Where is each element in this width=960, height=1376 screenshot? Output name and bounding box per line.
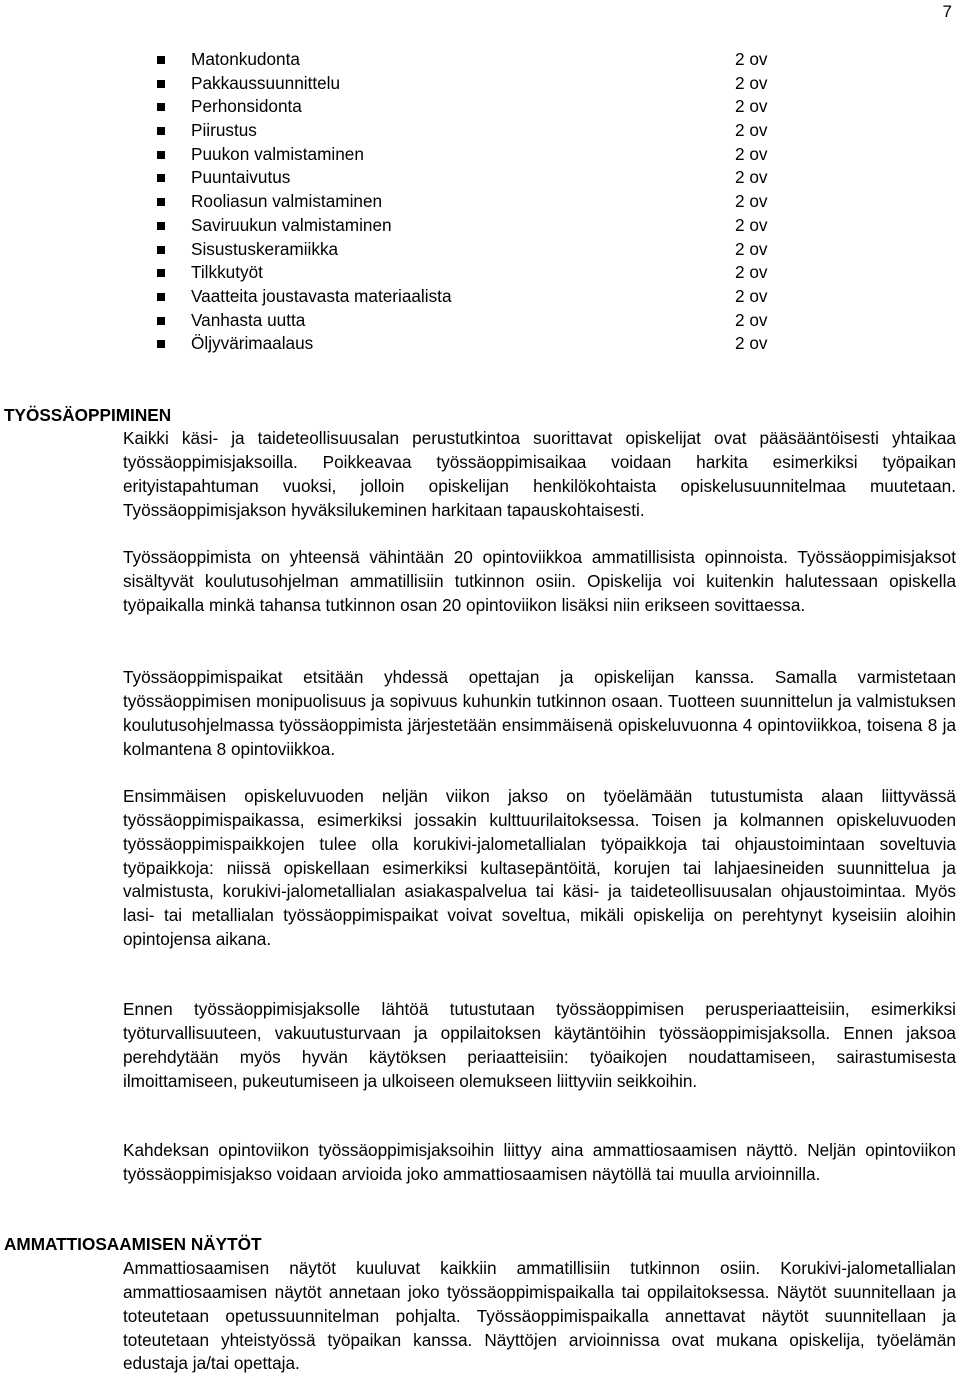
- course-name: Vanhasta uutta: [191, 309, 306, 330]
- square-bullet-icon: [157, 151, 165, 159]
- square-bullet-icon: [157, 127, 165, 135]
- paragraph: Ammattiosaamisen näytöt kuuluvat kaikkiin ammatillisiin tutkinnon osiin. Korukivi-jalometallialan ammattiosaamisen näytöt annetaan joko työssäoppimispaikalla tai oppilaitoksessa. Näytöt suunnitellaan ja toteutetaan opetussuunnitelman pohjalta. Työssäoppimispaikalla annettavat näytöt suunnitellaan ja toteutetaan yhteistyössä työpaikan kanssa. Näyttöjen arvioinnissa ovat mukana opiskelija, työelämän edustaja ja/tai opettaja.: [123, 1258, 956, 1374]
- list-item: [157, 48, 817, 72]
- square-bullet-icon: [157, 174, 165, 182]
- course-duration: 2 ov: [735, 96, 768, 117]
- course-name: Vaatteita joustavasta materiaalista: [191, 285, 452, 306]
- section-heading-tyossaoppiminen: TYÖSSÄOPPIMINEN: [4, 405, 172, 425]
- section-heading-ammattiosaamisen-naytot: AMMATTIOSAAMISEN NÄYTÖT: [4, 1234, 262, 1254]
- paragraph: Työssäoppimista on yhteensä vähintään 20 opintoviikkoa ammatillisista opinnoista. Työssäoppimisjaksot sisältyvät koulutusohjelman ammatillisiin tutkinnon osiin. Opiskelija voi kuitenkin halutessaan opiskella työpaikalla minkä tahansa tutkinnon osan 20 opintoviikon lisäksi niin erikseen sovittaessa.: [123, 547, 956, 615]
- square-bullet-icon: [157, 198, 165, 206]
- course-name: Rooliasun valmistaminen: [191, 191, 383, 212]
- course-duration: 2 ov: [735, 214, 768, 235]
- course-name: Pakkaussuunnittelu: [191, 72, 341, 93]
- course-duration: 2 ov: [735, 167, 768, 188]
- list-item: [157, 190, 817, 214]
- course-name: Tilkkutyöt: [191, 262, 263, 283]
- list-item: [157, 143, 817, 167]
- list-item: [157, 309, 817, 333]
- course-duration: 2 ov: [735, 191, 768, 212]
- course-duration: 2 ov: [735, 120, 768, 141]
- list-item: [157, 285, 817, 309]
- course-duration: 2 ov: [735, 72, 768, 93]
- page-number: 7: [942, 2, 952, 21]
- paragraph: Kahdeksan opintoviikon työssäoppimisjaksoihin liittyy aina ammattiosaamisen näyttö. Neljän opintoviikon työssäoppimisjakso voidaan arvioida joko ammattiosaamisen näytöllä tai muulla arvioinnilla.: [123, 1140, 956, 1184]
- square-bullet-icon: [157, 293, 165, 301]
- list-item: [157, 332, 817, 356]
- course-duration: 2 ov: [735, 49, 768, 69]
- list-item: [157, 166, 817, 190]
- square-bullet-icon: [157, 246, 165, 254]
- course-duration: 2 ov: [735, 333, 768, 354]
- course-name: Saviruukun valmistaminen: [191, 214, 392, 235]
- course-name: Matonkudonta: [191, 49, 300, 69]
- list-item: [157, 214, 817, 238]
- paragraph: Ensimmäisen opiskeluvuoden neljän viikon jakso on työelämään tutustumista alaan liittyvässä työssäoppimispaikassa, esimerkiksi jossakin kulttuurilaitoksessa. Toisen ja kolmannen opiskeluvuoden työssäoppimispaikkojen tulee olla korukivi-jalometallialan työpaikkoja tai ohjaustoimintaan soveltuvia työpaikkoja: niissä opiskellaan esimerkiksi kultasepäntöitä, korujen tai lahjaesineiden suunnittelua ja valmistusta, korukivi-jalometallialan asiakaspalvelua tai käsi- ja taideteollisuusalan ohjaustoimintaa. Myös lasi- tai metallialan työssäoppimispaikat voivat soveltua, mikäli opiskelija on perehtynyt kyseisiin aloihin opintojensa aikana.: [123, 786, 956, 950]
- list-item: [157, 261, 817, 285]
- course-name: Perhonsidonta: [191, 96, 302, 117]
- square-bullet-icon: [157, 80, 165, 88]
- square-bullet-icon: [157, 317, 165, 325]
- paragraph: Työssäoppimispaikat etsitään yhdessä opettajan ja opiskelijan kanssa. Samalla varmistetaan työssäoppimisen monipuolisuus ja sopivuus kuhunkin tutkinnon osaan. Tuotteen suunnittelun ja valmistuksen koulutusohjelmassa työssäoppimista järjestetään ensimmäisenä opiskeluvuonna 4 opintoviikkoa, toisena 8 ja kolmantena 8 opintoviikkoa.: [123, 667, 956, 759]
- course-name: Puukon valmistaminen: [191, 143, 364, 164]
- paragraph: Ennen työssäoppimisjaksolle lähtöä tutustutaan työssäoppimisen perusperiaatteisiin, esimerkiksi työturvallisuuteen, vakuutusturvaan ja oppilaitoksen käytäntöihin työssäoppimisjaksolla. Ennen jaksoa perehdytään myös hyvän käytöksen periaatteisiin: työaikojen noudattamiseen, sairastumisesta ilmoittamiseen, pukeutumiseen ja ulkoiseen olemukseen liittyviin seikkoihin.: [123, 999, 956, 1091]
- course-name: Piirustus: [191, 120, 257, 141]
- course-list: [157, 48, 817, 356]
- course-name: Sisustuskeramiikka: [191, 238, 339, 259]
- square-bullet-icon: [157, 269, 165, 277]
- course-duration: 2 ov: [735, 238, 768, 259]
- course-name: Öljyvärimaalaus: [191, 333, 314, 354]
- square-bullet-icon: [157, 222, 165, 230]
- course-duration: 2 ov: [735, 285, 768, 306]
- course-duration: 2 ov: [735, 309, 768, 330]
- list-item: [157, 72, 817, 96]
- list-item: [157, 238, 817, 262]
- list-item: [157, 119, 817, 143]
- course-duration: 2 ov: [735, 262, 768, 283]
- square-bullet-icon: [157, 103, 165, 111]
- course-name: Puuntaivutus: [191, 167, 291, 188]
- square-bullet-icon: [157, 56, 165, 64]
- square-bullet-icon: [157, 340, 165, 348]
- list-item: [157, 95, 817, 119]
- course-duration: 2 ov: [735, 143, 768, 164]
- paragraph: Kaikki käsi- ja taideteollisuusalan perustutkintoa suorittavat opiskelijat ovat pääsääntöisesti yhtaikaa työssäoppimisjaksoilla. Poikkeavaa työssäoppimisaikaa voidaan harkita esimerkiksi työpaikan erityistapahtuman vuoksi, jolloin opiskelijan henkilökohtaista opiskelusuunnitelmaa muutetaan. Työssäoppimisjakson hyväksilukeminen harkitaan tapauskohtaisesti.: [123, 428, 956, 520]
